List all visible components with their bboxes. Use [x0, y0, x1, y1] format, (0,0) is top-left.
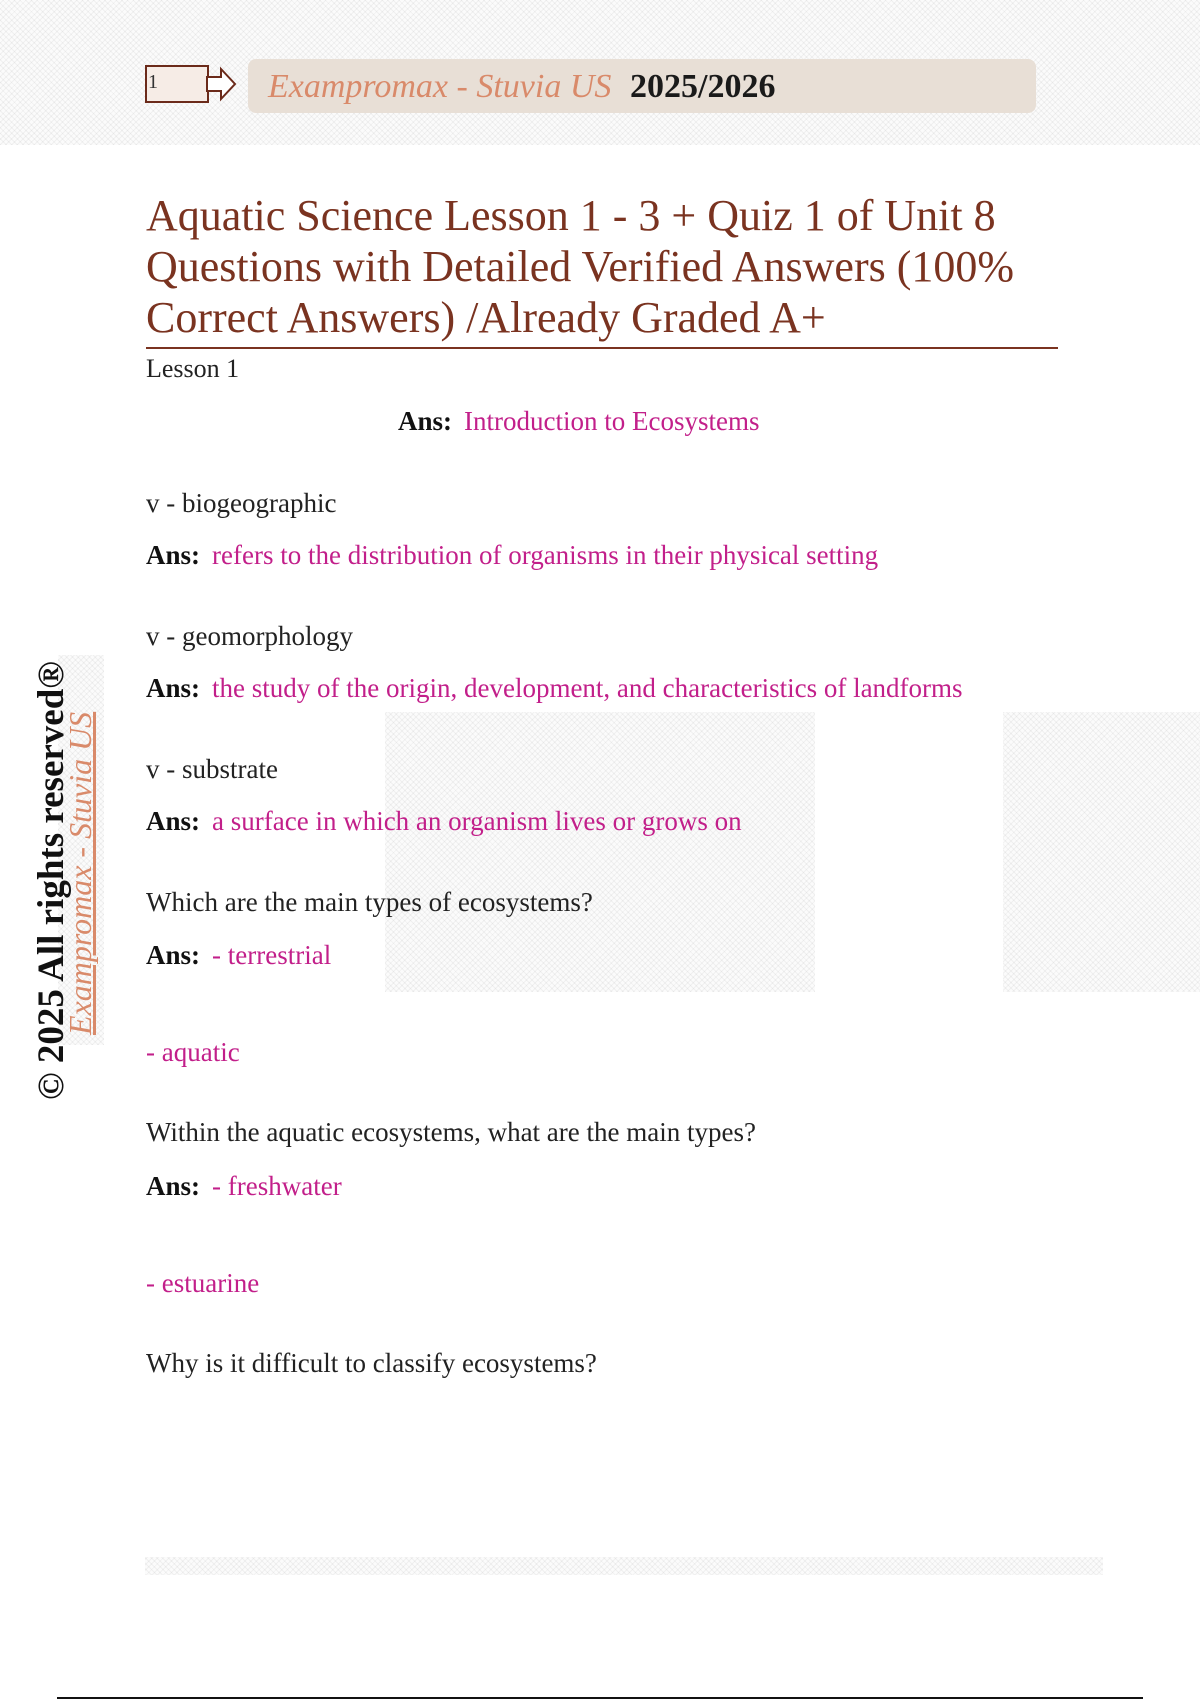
watermark-hatch [385, 712, 815, 992]
question-text: v - substrate [146, 754, 278, 784]
answer-text: refers to the distribution of organisms in their physical setting [212, 540, 879, 570]
header-brand: Exampromax - Stuvia US [268, 68, 612, 105]
ans-label: Ans: [146, 806, 201, 836]
answer-text: a surface in which an organism lives or grows on [212, 806, 742, 836]
ans-label: Ans: [146, 673, 201, 703]
ans-label: Ans: [398, 406, 453, 436]
answer-text: - terrestrial [212, 940, 332, 970]
answer-row [146, 673, 963, 704]
header-year: 2025/2026 [630, 68, 776, 105]
answer-text: the study of the origin, development, and characteristics of landforms [212, 673, 963, 703]
page-arrow-icon [145, 65, 233, 103]
title-underline [146, 347, 1058, 349]
ans-label: Ans: [146, 1171, 201, 1201]
document-title: Aquatic Science Lesson 1 - 3 + Quiz 1 of Unit 8 Questions with Detailed Verified Answers (100% Correct Answers) /Already Graded A+ [146, 191, 1015, 342]
page-number: 1 [148, 71, 158, 93]
answer-row [398, 406, 759, 437]
question-text: Which are the main types of ecosystems? [146, 887, 593, 917]
ans-label: Ans: [146, 540, 201, 570]
answer-continuation: - estuarine [146, 1268, 260, 1298]
answer-continuation: - aquatic [146, 1037, 240, 1067]
question-text: v - geomorphology [146, 621, 353, 651]
answer-row [146, 1171, 342, 1202]
footer-rule [57, 1697, 1143, 1699]
brand-vertical: Exampromax - Stuvia US [62, 711, 98, 1035]
question-text: Why is it difficult to classify ecosystems? [146, 1348, 597, 1378]
question-text: v - biogeographic [146, 488, 337, 518]
footer-hatch-strip [145, 1557, 1103, 1575]
answer-text: Introduction to Ecosystems [464, 406, 760, 436]
answer-text: - freshwater [212, 1171, 342, 1201]
copyright-vertical: © 2025 All rights reserved® [31, 661, 72, 1100]
ans-label: Ans: [146, 940, 201, 970]
lesson-heading: Lesson 1 [146, 354, 240, 383]
answer-row [146, 940, 331, 971]
answer-row [146, 540, 878, 571]
question-text: Within the aquatic ecosystems, what are the main types? [146, 1117, 756, 1147]
watermark-hatch [1003, 712, 1200, 992]
answer-row [146, 806, 742, 837]
